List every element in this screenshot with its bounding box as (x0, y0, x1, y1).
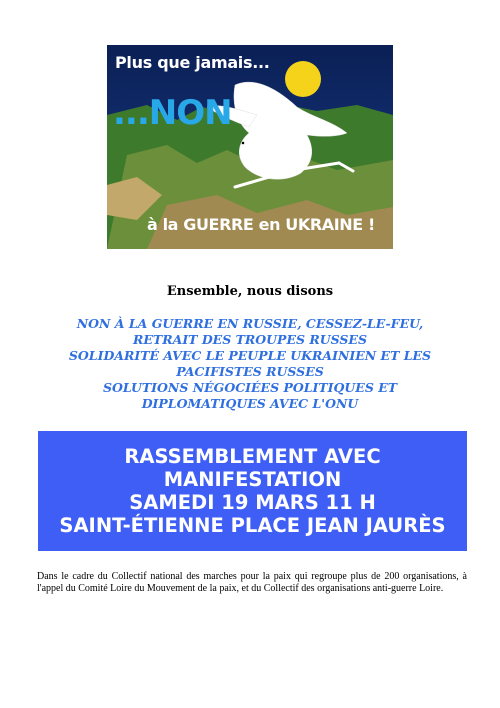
demand-line: RETRAIT DES TROUPES RUSSES (133, 332, 367, 347)
banner-line: RASSEMBLEMENT AVEC (124, 445, 381, 468)
poster-headline-top: Plus que jamais... (115, 53, 270, 72)
demand-line: DIPLOMATIQUES AVEC L'ONU (141, 396, 359, 411)
poster-headline-bottom: à la GUERRE en UKRAINE ! (147, 215, 375, 234)
event-banner (38, 431, 467, 551)
intro-text: Ensemble, nous disons (166, 284, 334, 299)
banner-line: SAINT-ÉTIENNE PLACE JEAN JAURÈS (59, 514, 446, 537)
poster-headline-non: ...NON (113, 93, 232, 133)
banner-line: MANIFESTATION (163, 468, 342, 491)
footnote-text: Dans le cadre du Collectif national des marches pour la paix qui regroupe plus de 200 organisations, à l'appel du Comité Loire du Mouvement de la paix, et du Collectif des organisations anti-guerre Loire. (37, 571, 467, 594)
demand-line: SOLUTIONS NÉGOCIÉES POLITIQUES ET (102, 380, 398, 395)
demand-line: NON À LA GUERRE EN RUSSIE, CESSEZ-LE-FEU, (76, 316, 424, 331)
demand-line: SOLIDARITÉ AVEC LE PEUPLE UKRAINIEN ET LES (68, 348, 432, 363)
demands-block (52, 316, 448, 412)
banner-line: SAMEDI 19 MARS 11 H (129, 491, 376, 514)
demand-line: PACIFISTES RUSSES (176, 364, 324, 379)
poster-image (107, 45, 393, 249)
sun-icon (285, 61, 321, 97)
